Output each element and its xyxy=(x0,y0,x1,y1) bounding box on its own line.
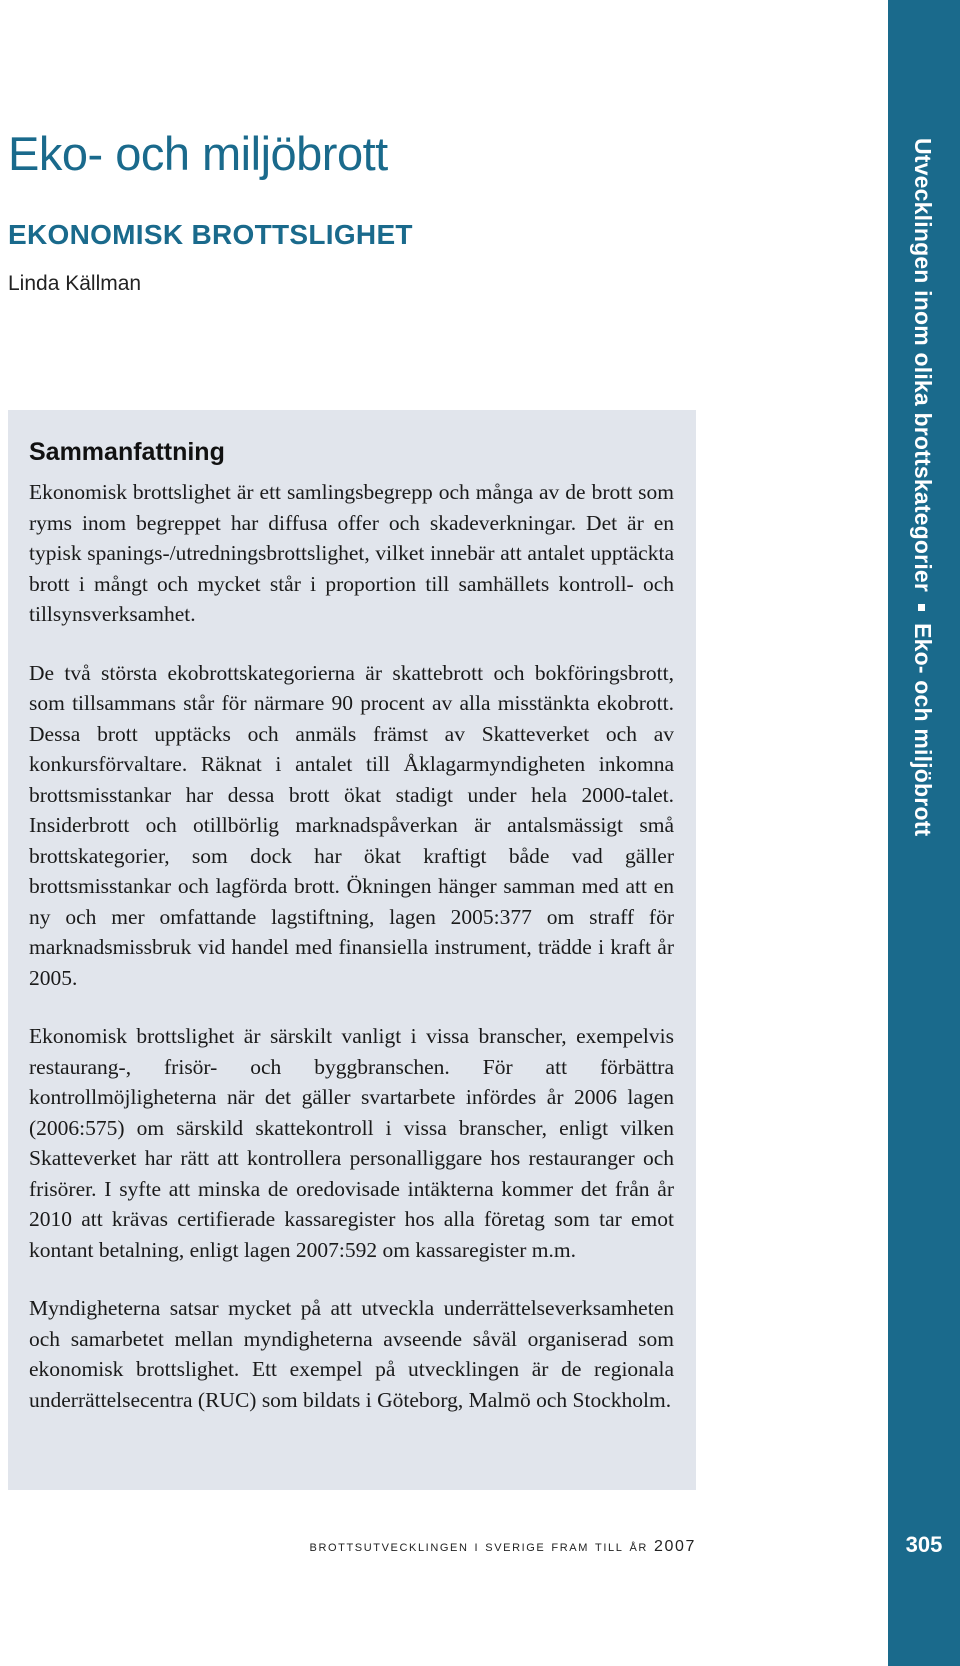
summary-paragraph-4: Myndigheterna satsar mycket på att utveckla underrättelseverksamheten och samarbetet mellan myndigheterna avseende såväl organiserad som ekonomisk brottslighet. Ett exempel på utvecklingen är de regionala underrättelsecentra (RUC) som bildats i Göteborg, Malmö och Stockholm. xyxy=(29,1296,674,1412)
summary-box xyxy=(8,410,696,1490)
side-header-part-1: Utvecklingen inom olika brottskategorier xyxy=(910,138,936,593)
separator-square-icon xyxy=(918,604,925,611)
summary-paragraph-1: Ekonomisk brottslighet är ett samlingsbegrepp och många av de brott som ryms inom begreppet har diffusa offer och skadeverkningar. Det är en typisk spanings-/utredningsbrottslighet, vilket innebär att antalet upptäckta brott i mångt och mycket står i proportion till samhällets kontroll- och tillsynsverksamhet. xyxy=(29,480,674,626)
side-header-part-2: Eko- och miljöbrott xyxy=(910,623,936,837)
side-running-header xyxy=(909,138,936,836)
page-number: 305 xyxy=(905,1532,943,1557)
footer-running-title: brottsutvecklingen i sverige fram till år 2007 xyxy=(309,1538,696,1555)
summary-heading: Sammanfattning xyxy=(29,438,225,466)
author-name: Linda Källman xyxy=(8,272,142,295)
summary-paragraph-2: De två största ekobrottskategorierna är skattebrott och bokföringsbrott, som tillsammans står för närmare 90 procent av alla misstänkta ekobrott. Dessa brott upptäcks och anmäls främst av Skatteverket och av konkursförvaltare. Räknat i antalet till Åklagarmyndigheten inkomna brottsmisstankar har dessa brott ökat stadigt under hela 2000-talet. Insiderbrott och otillbörlig marknadspåverkan är antalsmässigt små brottskategorier, som dock har ökat kraftigt både vad gäller brottsmisstankar och lagförda brott. Ökningen hänger samman med att en ny och mer omfattande lagstiftning, lagen 2005:377 om straff för marknadsmissbruk vid handel med finansiella instrument, trädde i kraft år 2005. xyxy=(29,660,674,990)
summary-paragraph-3: Ekonomisk brottslighet är särskilt vanligt i vissa branscher, exempelvis restaurang-, frisör- och byggbranschen. För att förbättra kontrollmöjligheterna när det gäller svartarbete infördes år 2006 lagen (2006:575) om särskild skattekontroll i vissa branscher, enligt vilken Skatteverket har rätt att kontrollera personalliggare hos restauranger och frisörer. I syfte att minska de oredovisade intäkterna kommer det från år 2010 att krävas certifierade kassaregister hos alla företag som tar emot kontant betalning, enligt lagen 2007:592 om kassaregister m.m. xyxy=(29,1024,674,1262)
section-title: EKONOMISK BROTTSLIGHET xyxy=(8,219,413,250)
page-title: Eko- och miljöbrott xyxy=(8,127,388,180)
